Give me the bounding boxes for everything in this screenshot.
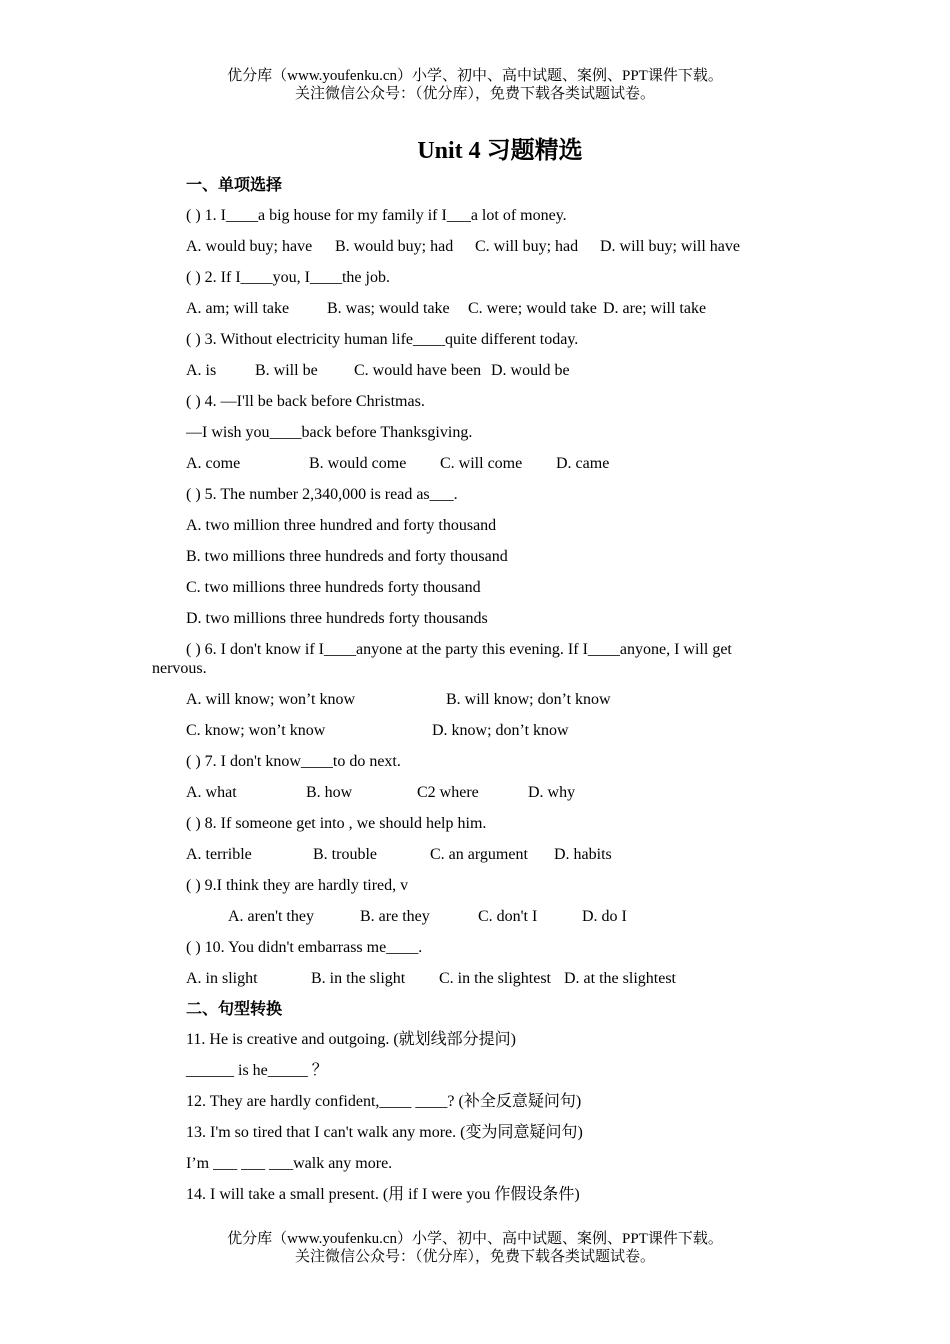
question-13-answer: I’m ___ ___ ___walk any more. xyxy=(186,1155,393,1172)
question-10: ( ) 10. You didn't embarrass me____. xyxy=(186,939,423,956)
question-4: ( ) 4. —I'll be back before Christmas. xyxy=(186,393,425,410)
option-c: C. an argument xyxy=(430,846,528,863)
question-2: ( ) 2. If I____you, I____the job. xyxy=(186,269,390,286)
option-c: C2 where xyxy=(417,784,479,801)
question-6-continued: nervous. xyxy=(152,660,207,677)
option-a: A. in slight xyxy=(186,970,258,987)
question-11-answer: ______ is he_____ ？ xyxy=(186,1062,328,1079)
question-5: ( ) 5. The number 2,340,000 is read as___. xyxy=(186,486,458,503)
question-11: 11. He is creative and outgoing. (就划线部分提问) xyxy=(186,1031,517,1048)
question-13: 13. I'm so tired that I can't walk any more. (变为同意疑问句) xyxy=(186,1124,583,1141)
option-a: A. will know; won’t know xyxy=(186,691,356,708)
option-d: D. will buy; will have xyxy=(600,238,740,255)
question-5-option-d: D. two millions three hundreds forty thousands xyxy=(186,610,488,627)
question-4-reply: —I wish you____back before Thanksgiving. xyxy=(186,424,473,441)
option-c: C. will buy; had xyxy=(475,238,579,255)
option-a: A. is xyxy=(186,362,217,379)
option-b: B. trouble xyxy=(313,846,377,863)
option-a: A. am; will take xyxy=(186,300,290,317)
option-c: C. would have been xyxy=(354,362,482,379)
option-b: B. how xyxy=(306,784,353,801)
option-c: C. don't I xyxy=(478,908,538,925)
option-c: C. were; would take xyxy=(468,300,597,317)
header-line-2: 关注微信公众号：（优分库），免费下载各类试题试卷。 xyxy=(294,86,655,102)
footer-line-2: 关注微信公众号：（优分库），免费下载各类试题试卷。 xyxy=(294,1249,655,1265)
question-9: ( ) 9.I think they are hardly tired, v xyxy=(186,877,409,894)
page-title: Unit 4 习题精选 xyxy=(417,138,583,164)
page-footer xyxy=(0,1230,950,1266)
question-5-option-a: A. two million three hundred and forty thousand xyxy=(186,517,497,534)
option-b: B. will be xyxy=(255,362,318,379)
question-3: ( ) 3. Without electricity human life____quite different today. xyxy=(186,331,579,348)
option-d: D. do I xyxy=(582,908,627,925)
option-d: D. why xyxy=(528,784,576,801)
option-a: A. what xyxy=(186,784,237,801)
question-5-option-b: B. two millions three hundreds and forty thousand xyxy=(186,548,508,565)
option-a: A. would buy; have xyxy=(186,238,313,255)
question-14: 14. I will take a small present. (用 if I were you 作假设条件) xyxy=(186,1186,580,1203)
section-2-heading: 二、句型转换 xyxy=(186,1001,283,1018)
option-d: D. are; will take xyxy=(603,300,707,317)
option-a: A. come xyxy=(186,455,241,472)
option-c: C. know; won’t know xyxy=(186,722,326,739)
option-c: C. will come xyxy=(440,455,523,472)
question-1: ( ) 1. I____a big house for my family if I___a lot of money. xyxy=(186,207,567,224)
question-5-option-c: C. two millions three hundreds forty thousand xyxy=(186,579,481,596)
option-b: B. would buy; had xyxy=(335,238,454,255)
question-6: ( ) 6. I don't know if I____anyone at the party this evening. If I____anyone, I will get xyxy=(186,641,732,658)
section-1-heading: 一、单项选择 xyxy=(186,177,283,194)
question-8: ( ) 8. If someone get into , we should help him. xyxy=(186,815,487,832)
option-b: B. are they xyxy=(360,908,430,925)
page-header xyxy=(0,67,950,103)
option-b: B. in the slight xyxy=(311,970,406,987)
option-b: B. was; would take xyxy=(327,300,450,317)
option-a: A. terrible xyxy=(186,846,252,863)
option-c: C. in the slightest xyxy=(439,970,551,987)
option-d: D. habits xyxy=(554,846,612,863)
option-d: D. would be xyxy=(491,362,570,379)
option-d: D. came xyxy=(556,455,610,472)
question-7: ( ) 7. I don't know____to do next. xyxy=(186,753,401,770)
option-d: D. at the slightest xyxy=(564,970,676,987)
option-b: B. would come xyxy=(309,455,407,472)
question-12: 12. They are hardly confident,____ ____? (补全反意疑问句) xyxy=(186,1093,582,1110)
option-b: B. will know; don’t know xyxy=(446,691,611,708)
header-line-1: 优分库（www.youfenku.cn）小学、初中、高中试题、案例、PPT课件下载。 xyxy=(227,68,723,84)
option-a: A. aren't they xyxy=(228,908,314,925)
option-d: D. know; don’t know xyxy=(432,722,569,739)
footer-line-1: 优分库（www.youfenku.cn）小学、初中、高中试题、案例、PPT课件下载。 xyxy=(227,1231,723,1247)
